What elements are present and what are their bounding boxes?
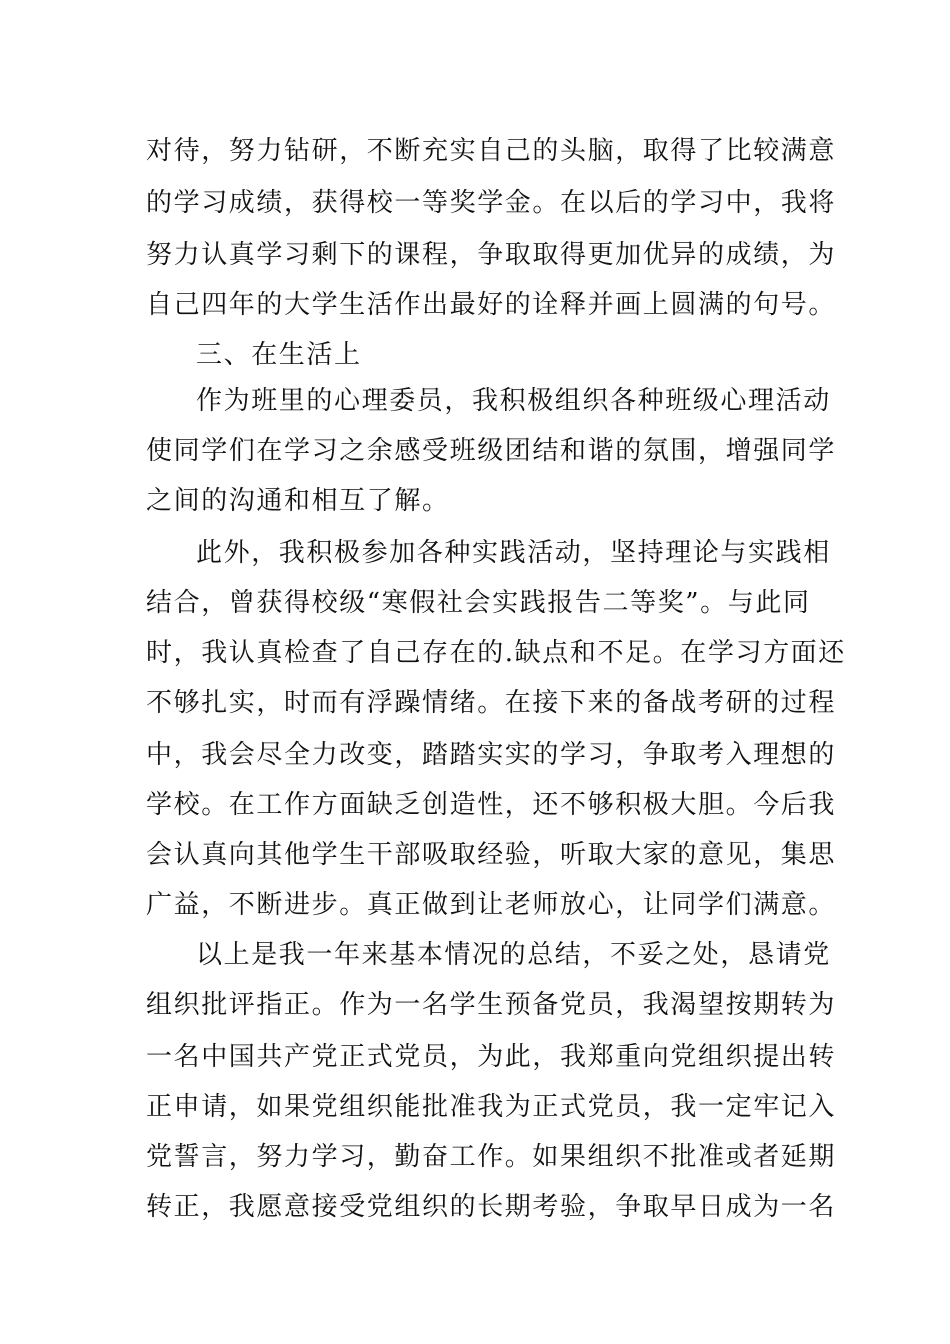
- text-line: 使同学们在学习之余感受班级团结和谐的氛围，增强同学: [146, 436, 837, 466]
- section-heading: 三、在生活上: [196, 340, 362, 370]
- text-line: 正申请，如果党组织能批准我为正式党员，我一定牢记入: [146, 1092, 837, 1122]
- text-line: 转正，我愿意接受党组织的长期考验，争取早日成为一名: [146, 1192, 837, 1222]
- text-line: 不够扎实，时而有浮躁情绪。在接下来的备战考研的过程: [146, 688, 837, 718]
- text-line: 时，我认真检查了自己存在的.缺点和不足。在学习方面还: [146, 638, 846, 668]
- text-line: 努力认真学习剩下的课程，争取取得更加优异的成绩，为: [146, 240, 837, 270]
- text-line: 学校。在工作方面缺乏创造性，还不够积极大胆。今后我: [146, 790, 837, 820]
- text-line: 以上是我一年来基本情况的总结，不妥之处，恳请党: [196, 940, 831, 970]
- text-line: 会认真向其他学生干部吸取经验，听取大家的意见，集思: [146, 840, 837, 870]
- text-line: 对待，努力钻研，不断充实自己的头脑，取得了比较满意: [146, 136, 837, 166]
- text-line: 党誓言，努力学习，勤奋工作。如果组织不批准或者延期: [146, 1142, 837, 1172]
- text-line: 中，我会尽全力改变，踏踏实实的学习，争取考入理想的: [146, 740, 837, 770]
- text-line: 广益，不断进步。真正做到让老师放心，让同学们满意。: [146, 890, 837, 920]
- text-line: 之间的沟通和相互了解。: [146, 486, 450, 516]
- text-line: 结合，曾获得校级“寒假社会实践报告二等奖”。与此同: [146, 588, 811, 618]
- text-line: 自己四年的大学生活作出最好的诠释并画上圆满的句号。: [146, 290, 837, 320]
- text-line: 一名中国共产党正式党员，为此，我郑重向党组织提出转: [146, 1042, 837, 1072]
- text-line: 作为班里的心理委员，我积极组织各种班级心理活动: [196, 386, 831, 416]
- text-line: 组织批评指正。作为一名学生预备党员，我渴望按期转为: [146, 990, 837, 1020]
- text-line: 的学习成绩，获得校一等奖学金。在以后的学习中，我将: [146, 188, 837, 218]
- text-line: 此外，我积极参加各种实践活动，坚持理论与实践相: [196, 538, 831, 568]
